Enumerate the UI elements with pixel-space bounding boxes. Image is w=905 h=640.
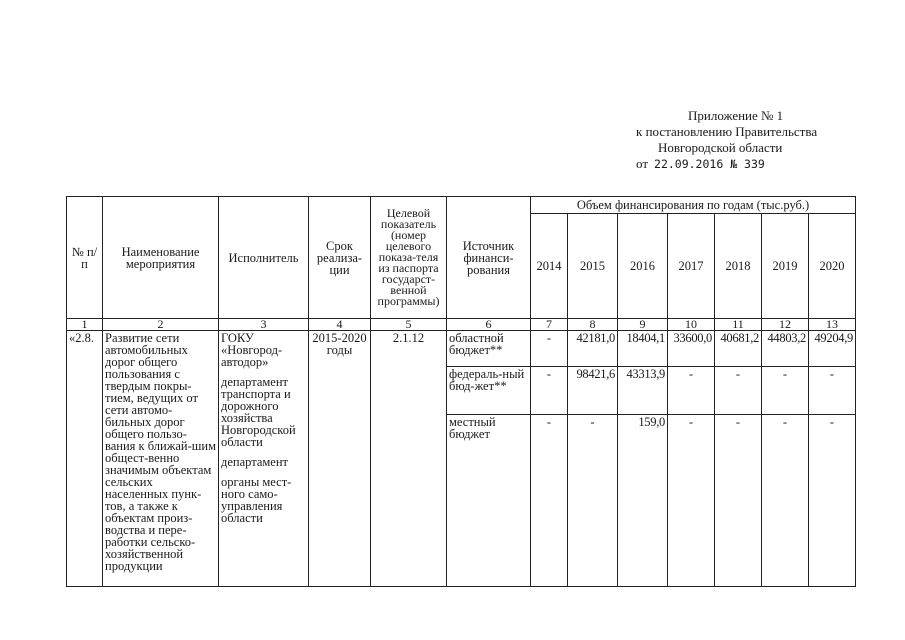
- row-measure-name: Развитие сети автомобильных дорог общего пользования с твердым покры-тием, ведущих от сети автомо-бильных дорог общего пользо-вания к ближай-шим общест-венно значимым объектам сельских населенных пунк-тов, а также к объектам произ-водства и пере-работки сельско-хозяйственной продукции: [103, 331, 219, 587]
- funding-value: 40681,2: [715, 331, 762, 367]
- source-name: федераль-ный бюд-жет**: [447, 367, 531, 415]
- appendix-subtitle: к постановлению Правительства: [636, 124, 818, 139]
- funding-value: 33600,0: [668, 331, 715, 367]
- header-year: 2015: [568, 214, 618, 319]
- funding-value: -: [568, 415, 618, 587]
- column-number: 4: [309, 319, 371, 331]
- appendix-date-value: 22.09.2016 № 339: [654, 157, 765, 171]
- column-number: 7: [531, 319, 568, 331]
- column-number: 6: [447, 319, 531, 331]
- appendix-date-prefix: от: [636, 156, 649, 171]
- column-number: 10: [668, 319, 715, 331]
- executor-item: департамент транспорта и дорожного хозяйства Новгородской области: [221, 375, 296, 449]
- header-year: 2017: [668, 214, 715, 319]
- funding-value: -: [668, 415, 715, 587]
- column-number-row: [67, 319, 856, 331]
- column-number: 8: [568, 319, 618, 331]
- funding-value: 42181,0: [568, 331, 618, 367]
- funding-value: 43313,9: [618, 367, 668, 415]
- header-year: 2016: [618, 214, 668, 319]
- column-number: 5: [371, 319, 447, 331]
- funding-value: 49204,9: [809, 331, 856, 367]
- funding-value: -: [762, 415, 809, 587]
- executor-item: органы мест-ного само-управления области: [221, 475, 292, 525]
- appendix-date-line: [636, 156, 817, 172]
- header-year: 2019: [762, 214, 809, 319]
- header-source: Источник финанси-рования: [447, 197, 531, 319]
- header-funding: Объем финансирования по годам (тыс.руб.): [531, 197, 856, 214]
- funding-value: -: [531, 331, 568, 367]
- funding-value: 159,0: [618, 415, 668, 587]
- row-target: 2.1.12: [371, 331, 447, 587]
- column-number: 1: [67, 319, 103, 331]
- funding-table: [66, 196, 856, 587]
- funding-value: -: [668, 367, 715, 415]
- column-number: 2: [103, 319, 219, 331]
- executor-item: департамент: [221, 455, 289, 469]
- column-number: 9: [618, 319, 668, 331]
- header-term: Срок реализа-ции: [309, 197, 371, 319]
- row-executors: [219, 331, 309, 587]
- header-row-1: [67, 197, 856, 214]
- header-year: 2020: [809, 214, 856, 319]
- funding-value: -: [715, 367, 762, 415]
- funding-value: -: [809, 415, 856, 587]
- header-num: № п/п: [67, 197, 103, 319]
- funding-value: -: [809, 367, 856, 415]
- source-name: местный бюджет: [447, 415, 531, 587]
- appendix-region: Новгородской области: [658, 140, 783, 155]
- column-number: 11: [715, 319, 762, 331]
- funding-value: -: [531, 415, 568, 587]
- row-term: 2015-2020 годы: [309, 331, 371, 587]
- header-name: Наименование мероприятия: [103, 197, 219, 319]
- funding-value: 98421,6: [568, 367, 618, 415]
- header-target: Целевой показатель (номер целевого показа-теля из паспорта государст-венной программы): [371, 197, 447, 319]
- column-number: 12: [762, 319, 809, 331]
- funding-value: -: [531, 367, 568, 415]
- funding-value: 44803,2: [762, 331, 809, 367]
- table-row: [67, 331, 856, 367]
- column-number: 3: [219, 319, 309, 331]
- source-name: областной бюджет**: [447, 331, 531, 367]
- header-executor: Исполнитель: [219, 197, 309, 319]
- header-year: 2018: [715, 214, 762, 319]
- funding-value: 18404,1: [618, 331, 668, 367]
- appendix-block: [636, 108, 817, 172]
- funding-value: -: [762, 367, 809, 415]
- column-number: 13: [809, 319, 856, 331]
- appendix-title: Приложение № 1: [688, 108, 784, 123]
- row-number: «2.8.: [67, 331, 103, 587]
- funding-value: -: [715, 415, 762, 587]
- header-year: 2014: [531, 214, 568, 319]
- executor-item: ГОКУ «Новгород-автодор»: [221, 331, 283, 369]
